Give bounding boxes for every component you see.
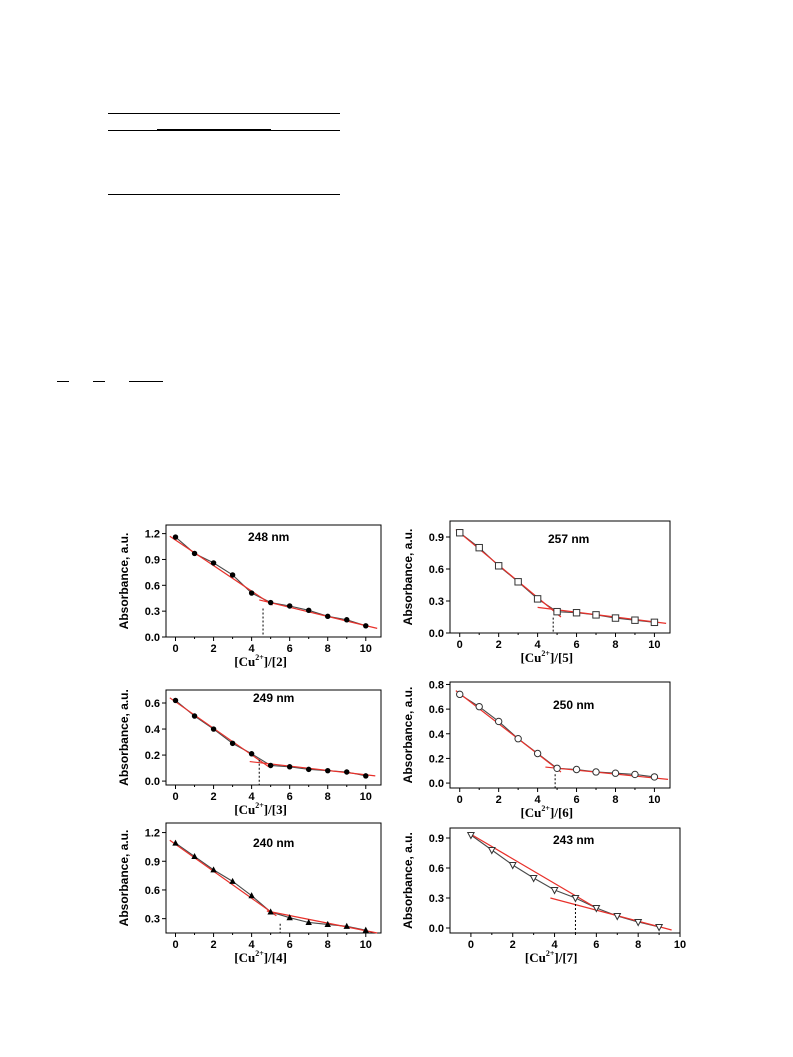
x-axis-label-sup: 2+ bbox=[545, 949, 555, 958]
y-tick-label: 0.6 bbox=[428, 863, 444, 875]
data-point bbox=[534, 596, 540, 602]
y-tick-label: 0.4 bbox=[144, 724, 160, 737]
table-bottom-rule bbox=[108, 194, 340, 195]
table-header-segment bbox=[157, 129, 271, 131]
data-point bbox=[344, 617, 349, 622]
data-point bbox=[593, 769, 599, 775]
x-axis-label-sup: 2+ bbox=[255, 801, 264, 810]
data-point bbox=[495, 718, 501, 724]
x-tick-label: 6 bbox=[573, 794, 580, 806]
x-axis-label-prefix: [Cu bbox=[520, 805, 542, 820]
data-line bbox=[176, 537, 366, 626]
data-point bbox=[457, 691, 463, 697]
x-axis-label bbox=[234, 949, 287, 965]
data-point bbox=[612, 770, 618, 776]
x-axis-label-mid: ]/ bbox=[263, 654, 272, 669]
y-tick-label: 0.6 bbox=[144, 884, 160, 897]
fit-line-descending bbox=[170, 840, 277, 916]
chart-svg bbox=[398, 513, 673, 668]
x-tick-label: 2 bbox=[210, 791, 217, 803]
data-point bbox=[306, 608, 311, 613]
x-tick-label: 4 bbox=[534, 794, 541, 806]
chart-panel-250nm bbox=[398, 674, 673, 819]
x-axis-label-prefix: [Cu bbox=[234, 950, 256, 965]
y-tick-label: 0.9 bbox=[144, 856, 160, 869]
x-tick-label: 2 bbox=[495, 794, 502, 806]
x-axis-label-prefix: [Cu bbox=[234, 654, 256, 669]
data-point bbox=[593, 612, 599, 618]
chart-svg bbox=[108, 513, 383, 669]
table-top-rule bbox=[108, 113, 340, 114]
data-point bbox=[515, 735, 521, 741]
x-tick-label: 8 bbox=[324, 791, 331, 803]
y-tick-label: 0.6 bbox=[144, 580, 160, 593]
x-tick-label: 6 bbox=[286, 643, 293, 655]
x-tick-label: 6 bbox=[573, 639, 580, 651]
x-tick-label: 6 bbox=[286, 791, 293, 803]
x-tick-label: 8 bbox=[612, 794, 619, 806]
data-point bbox=[363, 623, 368, 628]
x-axis-label-ligand: [2] bbox=[271, 654, 287, 669]
y-tick-label: 0.6 bbox=[144, 698, 160, 711]
data-point bbox=[173, 698, 178, 703]
y-axis-label: Absorbance, a.u. bbox=[401, 528, 415, 626]
x-axis-label-ligand: [6] bbox=[557, 805, 574, 820]
chart-svg bbox=[108, 682, 383, 817]
fit-line-plateau bbox=[267, 911, 377, 933]
fit-line-descending bbox=[456, 691, 561, 772]
wavelength-label: 243 nm bbox=[553, 833, 595, 847]
x-tick-label: 8 bbox=[612, 639, 619, 651]
data-point bbox=[612, 615, 618, 621]
x-axis-label bbox=[520, 804, 573, 820]
y-axis-label: Absorbance, a.u. bbox=[117, 532, 131, 630]
x-tick-label: 2 bbox=[210, 939, 217, 951]
chart-svg bbox=[398, 674, 673, 819]
data-point bbox=[287, 764, 292, 769]
fit-line-plateau bbox=[259, 600, 377, 628]
data-point bbox=[248, 892, 254, 898]
chart-panel-240nm bbox=[108, 815, 383, 965]
data-point bbox=[554, 608, 560, 614]
y-tick-label: 0.3 bbox=[428, 893, 444, 905]
x-axis-label-prefix: [Cu bbox=[234, 802, 256, 817]
x-axis-label-mid: ]/ bbox=[549, 650, 558, 665]
x-tick-label: 10 bbox=[648, 639, 661, 651]
x-tick-label: 2 bbox=[210, 643, 217, 655]
wavelength-label: 250 nm bbox=[553, 698, 595, 712]
x-tick-label: 0 bbox=[172, 791, 179, 803]
data-point bbox=[457, 530, 463, 536]
data-point bbox=[530, 875, 536, 881]
data-point bbox=[325, 614, 330, 619]
x-tick-label: 10 bbox=[359, 643, 372, 655]
x-axis-label-sup: 2+ bbox=[255, 949, 264, 958]
chart-panel-243nm bbox=[398, 820, 687, 970]
fit-line-plateau bbox=[250, 762, 376, 776]
x-axis-label-prefix: [Cu bbox=[520, 650, 542, 665]
x-axis-label-prefix: [Cu bbox=[524, 950, 546, 965]
fit-line-plateau bbox=[545, 767, 668, 779]
y-axis-label: Absorbance, a.u. bbox=[401, 832, 415, 929]
data-point bbox=[192, 713, 197, 718]
data-point bbox=[230, 741, 235, 746]
chart-svg bbox=[398, 820, 687, 970]
fit-line-descending bbox=[170, 536, 273, 605]
y-tick-label: 0.0 bbox=[428, 923, 444, 935]
x-tick-label: 4 bbox=[551, 939, 558, 951]
data-line bbox=[471, 835, 659, 927]
data-point bbox=[554, 765, 560, 771]
data-point bbox=[249, 751, 254, 756]
y-tick-label: 0.3 bbox=[428, 596, 444, 608]
x-tick-label: 6 bbox=[593, 939, 600, 951]
wavelength-label: 249 nm bbox=[253, 691, 295, 705]
data-point bbox=[476, 544, 482, 550]
y-tick-label: 0.9 bbox=[428, 833, 444, 845]
data-line bbox=[176, 843, 366, 930]
x-axis-label-ligand: [3] bbox=[271, 802, 287, 817]
x-axis-label-mid: ]/ bbox=[549, 805, 558, 820]
y-tick-label: 0.6 bbox=[428, 564, 444, 576]
x-tick-label: 8 bbox=[324, 939, 331, 951]
data-point bbox=[229, 878, 235, 884]
y-tick-label: 0.0 bbox=[428, 778, 444, 791]
y-tick-label: 0.2 bbox=[144, 750, 160, 763]
data-point bbox=[249, 590, 254, 595]
x-tick-label: 0 bbox=[456, 794, 463, 806]
y-axis-label: Absorbance, a.u. bbox=[401, 686, 415, 784]
chart-panel-249nm bbox=[108, 682, 383, 817]
y-axis-label: Absorbance, a.u. bbox=[117, 829, 131, 927]
data-point bbox=[230, 572, 235, 577]
data-point bbox=[306, 767, 311, 772]
wavelength-label: 240 nm bbox=[253, 836, 295, 850]
x-tick-label: 0 bbox=[467, 939, 474, 951]
y-tick-label: 0.3 bbox=[144, 606, 160, 619]
data-point bbox=[515, 579, 521, 585]
y-tick-label: 0.9 bbox=[428, 532, 444, 544]
data-point bbox=[211, 726, 216, 731]
data-point bbox=[268, 763, 273, 768]
fit-line-plateau bbox=[550, 898, 671, 930]
y-tick-label: 0.4 bbox=[428, 728, 444, 741]
x-axis-label bbox=[525, 949, 578, 965]
y-axis-label: Absorbance, a.u. bbox=[117, 689, 131, 786]
wavelength-label: 257 nm bbox=[548, 532, 590, 546]
data-point bbox=[476, 703, 482, 709]
x-axis-label bbox=[234, 653, 287, 669]
data-point bbox=[192, 551, 197, 556]
data-point bbox=[651, 774, 657, 780]
data-point bbox=[344, 769, 349, 774]
x-axis-label-mid: ]/ bbox=[263, 950, 272, 965]
x-tick-label: 8 bbox=[324, 643, 331, 655]
x-axis-label-ligand: [7] bbox=[562, 950, 578, 965]
x-tick-label: 10 bbox=[359, 791, 372, 803]
y-tick-label: 0.9 bbox=[144, 554, 160, 567]
data-point bbox=[287, 603, 292, 608]
y-tick-label: 1.2 bbox=[144, 528, 160, 541]
fit-line-descending bbox=[170, 698, 269, 767]
x-axis-label-sup: 2+ bbox=[541, 804, 550, 813]
x-tick-label: 2 bbox=[509, 939, 516, 951]
x-tick-label: 4 bbox=[248, 643, 255, 655]
y-tick-label: 0.6 bbox=[428, 704, 444, 717]
x-axis-label-ligand: [4] bbox=[271, 950, 287, 965]
x-tick-label: 10 bbox=[673, 939, 687, 951]
y-tick-label: 0.0 bbox=[428, 628, 444, 640]
x-tick-label: 0 bbox=[456, 639, 463, 651]
data-point bbox=[632, 771, 638, 777]
fit-line-descending bbox=[456, 530, 561, 617]
data-point bbox=[573, 610, 579, 616]
x-axis-label-sup: 2+ bbox=[541, 649, 550, 658]
data-point bbox=[268, 600, 273, 605]
data-point bbox=[534, 750, 540, 756]
margin-dash bbox=[93, 381, 105, 382]
margin-dash bbox=[129, 381, 163, 382]
data-point bbox=[363, 773, 368, 778]
x-tick-label: 10 bbox=[359, 939, 372, 951]
data-point bbox=[651, 619, 657, 625]
data-point bbox=[489, 847, 495, 853]
data-point bbox=[173, 534, 178, 539]
margin-dash bbox=[57, 381, 69, 382]
x-axis-label-ligand: [5] bbox=[557, 650, 574, 665]
chart-panel-257nm bbox=[398, 513, 673, 668]
y-tick-label: 0.8 bbox=[428, 679, 444, 692]
x-tick-label: 4 bbox=[534, 639, 541, 651]
data-point bbox=[510, 862, 516, 868]
x-axis-label-mid: ]/ bbox=[554, 950, 563, 965]
x-tick-label: 4 bbox=[248, 939, 255, 951]
x-axis-label-sup: 2+ bbox=[255, 653, 264, 662]
chart-panel-248nm bbox=[108, 513, 383, 669]
x-tick-label: 4 bbox=[248, 791, 255, 803]
chart-svg bbox=[108, 815, 383, 965]
x-tick-label: 0 bbox=[172, 939, 179, 951]
wavelength-label: 248 nm bbox=[248, 530, 290, 544]
y-tick-label: 0.2 bbox=[428, 753, 444, 766]
y-tick-label: 0.0 bbox=[144, 632, 160, 644]
y-tick-label: 0.0 bbox=[144, 776, 160, 789]
x-tick-label: 2 bbox=[495, 639, 502, 651]
data-point bbox=[211, 560, 216, 565]
y-tick-label: 1.2 bbox=[144, 827, 160, 840]
y-tick-label: 0.3 bbox=[144, 913, 160, 926]
data-point bbox=[632, 617, 638, 623]
x-axis-label-mid: ]/ bbox=[263, 802, 272, 817]
data-point bbox=[573, 766, 579, 772]
x-tick-label: 10 bbox=[648, 794, 661, 806]
x-tick-label: 8 bbox=[635, 939, 642, 951]
data-point bbox=[495, 563, 501, 569]
x-tick-label: 0 bbox=[172, 643, 179, 655]
data-point bbox=[325, 768, 330, 773]
x-axis-label bbox=[520, 649, 573, 665]
x-tick-label: 6 bbox=[286, 939, 293, 951]
